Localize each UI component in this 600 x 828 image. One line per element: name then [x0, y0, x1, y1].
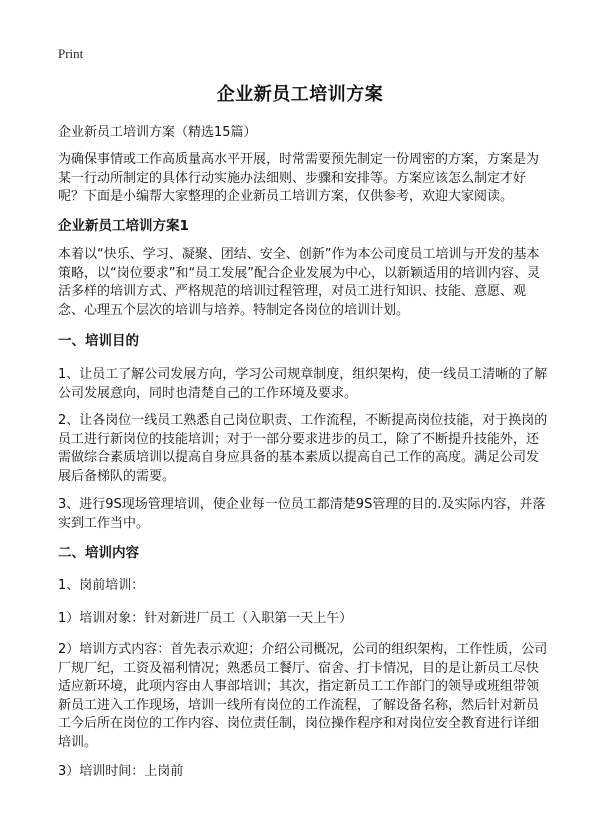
content-item-1-3: 3）培训时间：上岗前: [58, 764, 184, 779]
goal-item-1: 1、让员工了解公司发展方向，学习公司规章制度，组织架构，使一线员工清晰的了解公司发展意向，同时也清楚自己的工作环境及要求。: [58, 367, 548, 401]
heading-training-content: 二、培训内容: [58, 545, 139, 561]
heading-training-goals: 一、培训目的: [58, 333, 139, 349]
document-subtitle: 企业新员工培训方案（精选15篇）: [58, 125, 257, 140]
intro-paragraph: 为确保事情或工作高质量高水平开展，时常需要预先制定一份周密的方案，方案是为某一行动所制定的具体行动实施办法细则、步骤和安排等。方案应该怎么制定才好呢？下面是小编帮大家整理的企业新员工培训方案，仅供参考，欢迎大家阅读。: [58, 152, 540, 204]
content-item-1-1: 1）培训对象：针对新进厂员工（入职第一天上午）: [58, 611, 353, 626]
content-item-1: 1、岗前培训：: [58, 578, 145, 593]
goal-item-2: 2、让各岗位一线员工熟悉自己岗位职责、工作流程，不断提高岗位技能，对于换岗的员工进行新岗位的技能培训；对于一部分要求进步的员工，除了不断提升技能外，还需做综合素质培训以提高自身应具备的基本素质以提高自己工作的高度。满足公司发展后备梯队的需要。: [58, 413, 548, 484]
content-item-1-2: 2）培训方式内容：首先表示欢迎；介绍公司概况，公司的组织架构，工作性质，公司厂规厂纪，工资及福利情况；熟悉员工餐厅、宿舍、打卡情况，目的是让新员工尽快适应新环境，此项内容由人事部培训；其次，指定新员工工作部门的领导或班组带领新员工进入工作现场，培训一线所有岗位的工作流程，了解设备名称，然后针对新员工今后所在岗位的工作内容、岗位责任制，岗位操作程序和对岗位安全教育进行详细培训。: [58, 642, 548, 750]
section-heading: 企业新员工培训方案1: [58, 218, 189, 234]
goal-item-3: 3、进行9S现场管理培训，使企业每一位员工都清楚9S管理的目的.及实际内容，并落实到工作当中。: [58, 497, 546, 531]
document-title: 企业新员工培训方案: [216, 84, 384, 105]
print-link[interactable]: Print: [58, 46, 84, 61]
section-intro-paragraph: 本着以“快乐、学习、凝聚、团结、安全、创新”作为本公司度员工培训与开发的基本策略，以“岗位要求”和“员工发展”配合企业发展为中心，以新颖适用的培训内容、灵活多样的培训方式、严格规范的培训过程管理，对员工进行知识、技能、意愿、观念、心理五个层次的培训与培养。特制定各岗位的培训计划。: [58, 247, 540, 318]
